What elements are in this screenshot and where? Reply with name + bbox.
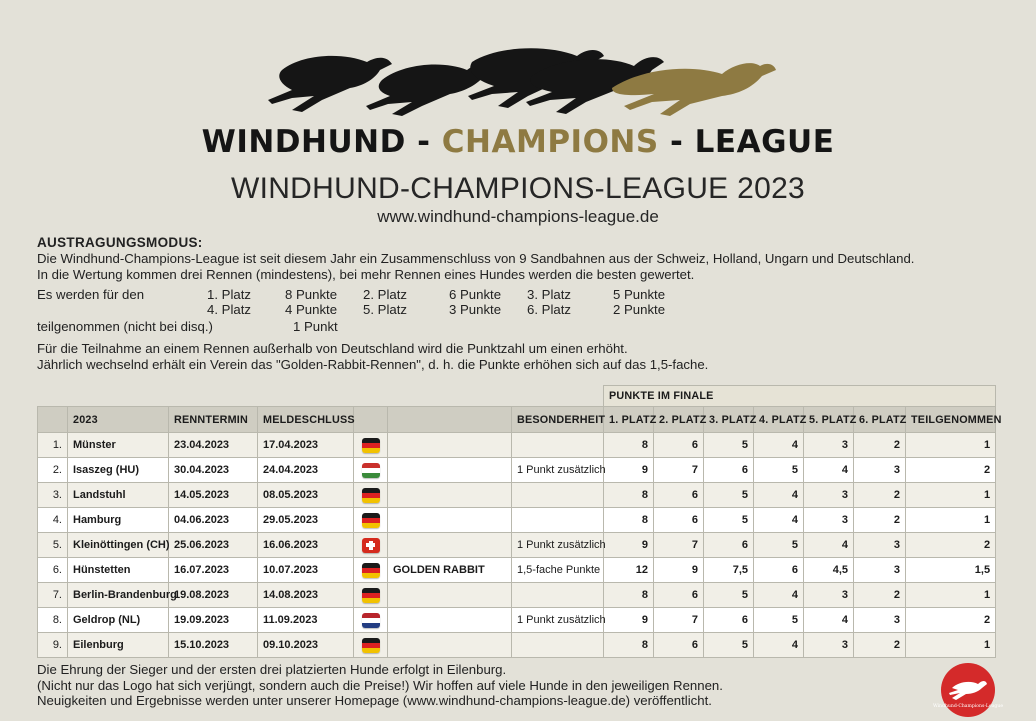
website-url: www.windhund-champions-league.de bbox=[377, 207, 659, 226]
flag-cell bbox=[354, 483, 388, 508]
points-2-cell: 6 bbox=[654, 483, 704, 508]
points-6-cell: 3 bbox=[854, 608, 906, 633]
place-points: 8 Punkte bbox=[285, 287, 338, 302]
row-index-cell: 9. bbox=[38, 633, 68, 658]
points-2-cell: 6 bbox=[654, 508, 704, 533]
points-2-cell: 6 bbox=[654, 433, 704, 458]
rules-line-3: Für die Teilnahme an einem Rennen außerhalb von Deutschland wird die Punktzahl um einen erhöht. bbox=[37, 341, 628, 356]
venue-cell: Hamburg bbox=[68, 508, 169, 533]
points-4-cell: 5 bbox=[754, 533, 804, 558]
race-date-cell: 23.04.2023 bbox=[169, 433, 258, 458]
column-header: MELDESCHLUSS bbox=[258, 407, 354, 433]
greyhounds-logo-icon bbox=[262, 40, 782, 120]
event-cell bbox=[388, 608, 512, 633]
participation-points-cell: 2 bbox=[906, 533, 996, 558]
race-date-cell: 19.08.2023 bbox=[169, 583, 258, 608]
flag-de-icon bbox=[362, 513, 380, 528]
points-1-cell: 12 bbox=[604, 558, 654, 583]
points-3-cell: 7,5 bbox=[704, 558, 754, 583]
column-header: 4. PLATZ bbox=[754, 407, 804, 433]
table-row bbox=[38, 483, 996, 508]
column-header: 1. PLATZ bbox=[604, 407, 654, 433]
points-3-cell: 5 bbox=[704, 508, 754, 533]
event-cell bbox=[388, 583, 512, 608]
flag-cell bbox=[354, 558, 388, 583]
points-4-cell: 4 bbox=[754, 633, 804, 658]
place-label: 3. Platz bbox=[527, 287, 571, 302]
table-row bbox=[38, 433, 996, 458]
event-cell bbox=[388, 433, 512, 458]
place-points: 5 Punkte bbox=[613, 287, 666, 302]
points-1-cell: 9 bbox=[604, 458, 654, 483]
table-row bbox=[38, 583, 996, 608]
footer-line-3: Neuigkeiten und Ergebnisse werden unter unserer Homepage (www.windhund-champions-league.de) veröffentlicht. bbox=[37, 693, 712, 708]
race-date-cell: 19.09.2023 bbox=[169, 608, 258, 633]
column-header: 6. PLATZ bbox=[854, 407, 906, 433]
points-2-cell: 6 bbox=[654, 583, 704, 608]
note-cell bbox=[512, 483, 604, 508]
points-3-cell: 6 bbox=[704, 608, 754, 633]
column-header: 2023 bbox=[68, 407, 169, 433]
venue-cell: Berlin-Brandenburg bbox=[68, 583, 169, 608]
flag-cell bbox=[354, 433, 388, 458]
race-date-cell: 15.10.2023 bbox=[169, 633, 258, 658]
table-row bbox=[38, 608, 996, 633]
event-cell bbox=[388, 483, 512, 508]
points-5-cell: 3 bbox=[804, 433, 854, 458]
points-6-cell: 3 bbox=[854, 558, 906, 583]
brand-part-3: - LEAGUE bbox=[658, 124, 835, 160]
points-3-cell: 5 bbox=[704, 583, 754, 608]
race-date-cell: 25.06.2023 bbox=[169, 533, 258, 558]
race-date-cell: 14.05.2023 bbox=[169, 483, 258, 508]
points-5-cell: 3 bbox=[804, 583, 854, 608]
venue-cell: Münster bbox=[68, 433, 169, 458]
points-4-cell: 4 bbox=[754, 583, 804, 608]
points-6-cell: 2 bbox=[854, 483, 906, 508]
league-seal-icon bbox=[932, 662, 1004, 718]
footer-text bbox=[37, 662, 937, 709]
event-cell bbox=[388, 508, 512, 533]
points-1-cell: 8 bbox=[604, 433, 654, 458]
table-body bbox=[38, 433, 996, 658]
event-cell bbox=[388, 633, 512, 658]
table-row bbox=[38, 508, 996, 533]
points-1-cell: 9 bbox=[604, 608, 654, 633]
note-cell bbox=[512, 583, 604, 608]
points-6-cell: 3 bbox=[854, 533, 906, 558]
points-3-cell: 5 bbox=[704, 433, 754, 458]
column-header: 5. PLATZ bbox=[804, 407, 854, 433]
footer-line-2: (Nicht nur das Logo hat sich verjüngt, sondern auch die Preise!) Wir hoffen auf viele Hunde in den jeweiligen Rennen. bbox=[37, 677, 723, 693]
points-1-cell: 8 bbox=[604, 583, 654, 608]
points-2-cell: 9 bbox=[654, 558, 704, 583]
deadline-cell: 09.10.2023 bbox=[258, 633, 354, 658]
brand-part-2: CHAMPIONS bbox=[441, 124, 659, 160]
points-1-cell: 8 bbox=[604, 633, 654, 658]
flag-de-icon bbox=[362, 438, 380, 453]
note-cell: 1 Punkt zusätzlich bbox=[512, 458, 604, 483]
flag-ch-icon bbox=[362, 538, 380, 553]
table-row bbox=[38, 633, 996, 658]
place-label: 5. Platz bbox=[363, 302, 407, 317]
points-2-cell: 7 bbox=[654, 533, 704, 558]
points-5-cell: 4 bbox=[804, 608, 854, 633]
schedule-table-wrapper bbox=[37, 385, 1002, 658]
rules-heading: AUSTRAGUNGSMODUS: bbox=[37, 235, 203, 250]
column-header: 2. PLATZ bbox=[654, 407, 704, 433]
event-cell: GOLDEN RABBIT bbox=[388, 558, 512, 583]
note-cell bbox=[512, 633, 604, 658]
flag-de-icon bbox=[362, 488, 380, 503]
participation-points-cell: 1 bbox=[906, 508, 996, 533]
deadline-cell: 29.05.2023 bbox=[258, 508, 354, 533]
points-grid bbox=[37, 287, 997, 337]
deadline-cell: 11.09.2023 bbox=[258, 608, 354, 633]
points-intro: Es werden für den bbox=[37, 287, 145, 302]
participation-points-cell: 1 bbox=[906, 633, 996, 658]
points-5-cell: 3 bbox=[804, 633, 854, 658]
place-points: 6 Punkte bbox=[449, 287, 502, 302]
deadline-cell: 16.06.2023 bbox=[258, 533, 354, 558]
points-5-cell: 4 bbox=[804, 533, 854, 558]
column-header-row bbox=[38, 407, 996, 433]
row-index-cell: 7. bbox=[38, 583, 68, 608]
place-points: 2 Punkte bbox=[613, 302, 666, 317]
venue-cell: Landstuhl bbox=[68, 483, 169, 508]
note-cell: 1 Punkt zusätzlich bbox=[512, 533, 604, 558]
points-2-cell: 6 bbox=[654, 633, 704, 658]
participation-points-cell: 2 bbox=[906, 458, 996, 483]
event-cell bbox=[388, 533, 512, 558]
deadline-cell: 17.04.2023 bbox=[258, 433, 354, 458]
points-3-cell: 5 bbox=[704, 483, 754, 508]
points-outro-value: 1 Punkt bbox=[293, 319, 338, 334]
points-1-cell: 8 bbox=[604, 508, 654, 533]
flag-cell bbox=[354, 608, 388, 633]
flag-cell bbox=[354, 533, 388, 558]
points-4-cell: 4 bbox=[754, 508, 804, 533]
column-header: TEILGENOMMEN bbox=[906, 407, 996, 433]
venue-cell: Hünstetten bbox=[68, 558, 169, 583]
row-index-cell: 3. bbox=[38, 483, 68, 508]
rules-line-1: Die Windhund-Champions-League ist seit diesem Jahr ein Zusammenschluss von 9 Sandbahnen aus der Schweiz, Holland, Ungarn und Deutschland. bbox=[37, 251, 915, 266]
place-label: 4. Platz bbox=[207, 302, 251, 317]
flag-de-icon bbox=[362, 638, 380, 653]
place-label: 1. Platz bbox=[207, 287, 251, 302]
participation-points-cell: 2 bbox=[906, 608, 996, 633]
note-cell bbox=[512, 433, 604, 458]
venue-cell: Kleinöttingen (CH) bbox=[68, 533, 169, 558]
participation-points-cell: 1,5 bbox=[906, 558, 996, 583]
seal-text: Windhund-Champions-League bbox=[932, 704, 1004, 709]
flag-cell bbox=[354, 508, 388, 533]
points-outro: teilgenommen (nicht bei disq.) bbox=[37, 319, 213, 334]
brand-wordmark bbox=[0, 124, 1036, 160]
flag-cell bbox=[354, 458, 388, 483]
points-4-cell: 4 bbox=[754, 433, 804, 458]
group-header-points-final: PUNKTE IM FINALE bbox=[604, 386, 996, 407]
flag-de-icon bbox=[362, 588, 380, 603]
page-title: WINDHUND-CHAMPIONS-LEAGUE 2023 bbox=[230, 172, 806, 205]
brand-part-1: WINDHUND - bbox=[201, 124, 442, 160]
deadline-cell: 24.04.2023 bbox=[258, 458, 354, 483]
column-header bbox=[388, 407, 512, 433]
points-4-cell: 5 bbox=[754, 608, 804, 633]
points-2-cell: 7 bbox=[654, 458, 704, 483]
points-3-cell: 6 bbox=[704, 533, 754, 558]
points-5-cell: 4 bbox=[804, 458, 854, 483]
points-2-cell: 7 bbox=[654, 608, 704, 633]
rules-line-2: In die Wertung kommen drei Rennen (mindestens), bei mehr Rennen eines Hundes werden die besten gewertet. bbox=[37, 267, 695, 282]
rules-section bbox=[37, 235, 997, 373]
points-4-cell: 6 bbox=[754, 558, 804, 583]
table-row bbox=[38, 533, 996, 558]
points-1-cell: 8 bbox=[604, 483, 654, 508]
row-index-cell: 6. bbox=[38, 558, 68, 583]
column-header: RENNTERMIN bbox=[169, 407, 258, 433]
row-index-cell: 5. bbox=[38, 533, 68, 558]
deadline-cell: 08.05.2023 bbox=[258, 483, 354, 508]
deadline-cell: 14.08.2023 bbox=[258, 583, 354, 608]
rules-line-4: Jährlich wechselnd erhält ein Verein das "Golden-Rabbit-Rennen", d. h. die Punkte erhöhen sich auf das 1,5-fache. bbox=[37, 357, 709, 372]
flag-hu-icon bbox=[362, 463, 380, 478]
row-index-cell: 1. bbox=[38, 433, 68, 458]
venue-cell: Eilenburg bbox=[68, 633, 169, 658]
schedule-table bbox=[37, 385, 1002, 658]
place-label: 6. Platz bbox=[527, 302, 571, 317]
event-cell bbox=[388, 458, 512, 483]
participation-points-cell: 1 bbox=[906, 433, 996, 458]
table-row bbox=[38, 458, 996, 483]
race-date-cell: 16.07.2023 bbox=[169, 558, 258, 583]
points-3-cell: 6 bbox=[704, 458, 754, 483]
points-6-cell: 3 bbox=[854, 458, 906, 483]
row-index-cell: 2. bbox=[38, 458, 68, 483]
place-label: 2. Platz bbox=[363, 287, 407, 302]
place-points: 3 Punkte bbox=[449, 302, 502, 317]
venue-cell: Isaszeg (HU) bbox=[68, 458, 169, 483]
row-index-cell: 8. bbox=[38, 608, 68, 633]
points-3-cell: 5 bbox=[704, 633, 754, 658]
column-header bbox=[354, 407, 388, 433]
flag-de-icon bbox=[362, 563, 380, 578]
participation-points-cell: 1 bbox=[906, 483, 996, 508]
points-5-cell: 3 bbox=[804, 508, 854, 533]
race-date-cell: 04.06.2023 bbox=[169, 508, 258, 533]
row-index-cell: 4. bbox=[38, 508, 68, 533]
points-5-cell: 3 bbox=[804, 483, 854, 508]
flag-nl-icon bbox=[362, 613, 380, 628]
points-5-cell: 4,5 bbox=[804, 558, 854, 583]
points-4-cell: 4 bbox=[754, 483, 804, 508]
venue-cell: Geldrop (NL) bbox=[68, 608, 169, 633]
points-6-cell: 2 bbox=[854, 633, 906, 658]
place-points: 4 Punkte bbox=[285, 302, 338, 317]
deadline-cell: 10.07.2023 bbox=[258, 558, 354, 583]
note-cell: 1 Punkt zusätzlich bbox=[512, 608, 604, 633]
points-6-cell: 2 bbox=[854, 583, 906, 608]
column-header bbox=[38, 407, 68, 433]
column-header: 3. PLATZ bbox=[704, 407, 754, 433]
note-cell: 1,5-fache Punkte bbox=[512, 558, 604, 583]
flag-cell bbox=[354, 583, 388, 608]
note-cell bbox=[512, 508, 604, 533]
points-1-cell: 9 bbox=[604, 533, 654, 558]
points-4-cell: 5 bbox=[754, 458, 804, 483]
participation-points-cell: 1 bbox=[906, 583, 996, 608]
points-6-cell: 2 bbox=[854, 433, 906, 458]
points-6-cell: 2 bbox=[854, 508, 906, 533]
table-row bbox=[38, 558, 996, 583]
footer-line-1: Die Ehrung der Sieger und der ersten drei platzierten Hunde erfolgt in Eilenburg. bbox=[37, 662, 507, 677]
flag-cell bbox=[354, 633, 388, 658]
race-date-cell: 30.04.2023 bbox=[169, 458, 258, 483]
column-header: BESONDERHEIT bbox=[512, 407, 604, 433]
